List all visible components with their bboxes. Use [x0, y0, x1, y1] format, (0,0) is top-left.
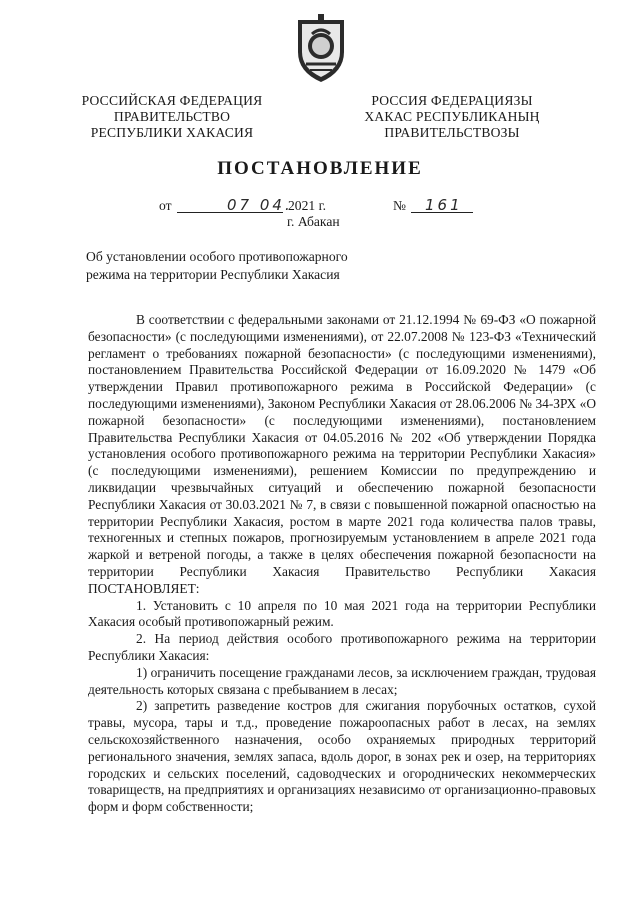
- header-right-line-2: ХАКАС РЕСПУБЛИКАНЫҢ: [364, 109, 540, 124]
- subject-line-2: режима на территории Республики Хакасия: [86, 267, 340, 282]
- date-year: 2021 г.: [288, 198, 327, 213]
- subclause-2-2-paragraph: 2) запретить разведение костров для сжигания порубочных остатков, сухой травы, мусора, тары и т.д., проведение пожароопасных работ в лесах, на землях сельскохозяйственного назначения, особо охраняемых природных территорий регионального значения, землях запаса, вдоль дорог, в зонах рек и озер, на территориях городских и сельских поселений, садоводческих и огороднических некоммерческих товариществ, на предприятиях и организациях независимо от организационно-правовых форм и форм собственности;: [88, 698, 596, 815]
- handwritten-date: 07 04.: [227, 196, 293, 214]
- date-number-line: [159, 196, 489, 216]
- header-right-line-1: РОССИЯ ФЕДЕРАЦИЯЗЫ: [371, 93, 533, 108]
- document-title: ПОСТАНОВЛЕНИЕ: [217, 158, 423, 179]
- clause-2-paragraph: 2. На период действия особого противопожарного режима на территории Республики Хакасия:: [88, 631, 596, 663]
- header-left-line-2: ПРАВИТЕЛЬСТВО: [113, 109, 231, 124]
- document-body: [88, 312, 596, 816]
- document-subject: [86, 248, 386, 284]
- date-prefix: от: [159, 198, 172, 213]
- subclause-2-1-paragraph: 1) ограничить посещение гражданами лесов, за исключением граждан, трудовая деятельность которых связана с пребыванием в лесах;: [88, 664, 596, 697]
- subject-line-1: Об установлении особого противопожарного: [86, 249, 348, 264]
- coat-of-arms-emblem: [292, 12, 350, 84]
- city-label: г. Абакан: [287, 214, 340, 229]
- handwritten-number: 161: [425, 196, 463, 214]
- header-left-line-1: РОССИЙСКАЯ ФЕДЕРАЦИЯ: [81, 93, 263, 108]
- header-right-khakas: [352, 93, 552, 141]
- clause-1-paragraph: 1. Установить с 10 апреля по 10 мая 2021 года на территории Республики Хакасия особый противопожарный режим.: [88, 597, 596, 630]
- number-label: №: [393, 198, 406, 213]
- header-left-ru: [72, 93, 272, 141]
- header-left-line-3: РЕСПУБЛИКИ ХАКАСИЯ: [90, 125, 254, 140]
- header-right-line-3: ПРАВИТЕЛЬСТВОЗЫ: [384, 125, 520, 140]
- preamble-paragraph: В соответствии с федеральными законами от 21.12.1994 № 69-ФЗ «О пожарной безопасности» (с последующими изменениями), от 22.07.2008 № 123-ФЗ «Технический регламент о требованиях пожарной безопасности» (с последующими изменениями), постановлением Правительства Российской Федерации от 16.09.2020 № 1479 «Об утверждении Правил противопожарного режима в Российской Федерации» (с последующими изменениями), Законом Республики Хакасия от 28.06.2006 № 34-ЗРХ «О пожарной безопасности» (с последующими изменениями), постановлением Правительства Республики Хакасия от 04.05.2016 № 202 «Об утверждении Порядка установления особого противопожарного режима на территории Республики Хакасия» (с последующими изменениями), решением Комиссии по предупреждению и ликвидации чрезвычайных ситуаций и обеспечению пожарной безопасности Республики Хакасия от 30.03.2021 № 7, в связи с повышенной пожарной опасностью на территории Республики Хакасия, ростом в марте 2021 года количества палов травы, техногенных и степных пожаров, прогнозируемым установлением в апреле 2021 года жаркой и ветреной погоды, а также в целях обеспечения пожарной безопасности на территории Республики Хакасия Правительство Республики Хакасия ПОСТАНОВЛЯЕТ:: [88, 312, 596, 596]
